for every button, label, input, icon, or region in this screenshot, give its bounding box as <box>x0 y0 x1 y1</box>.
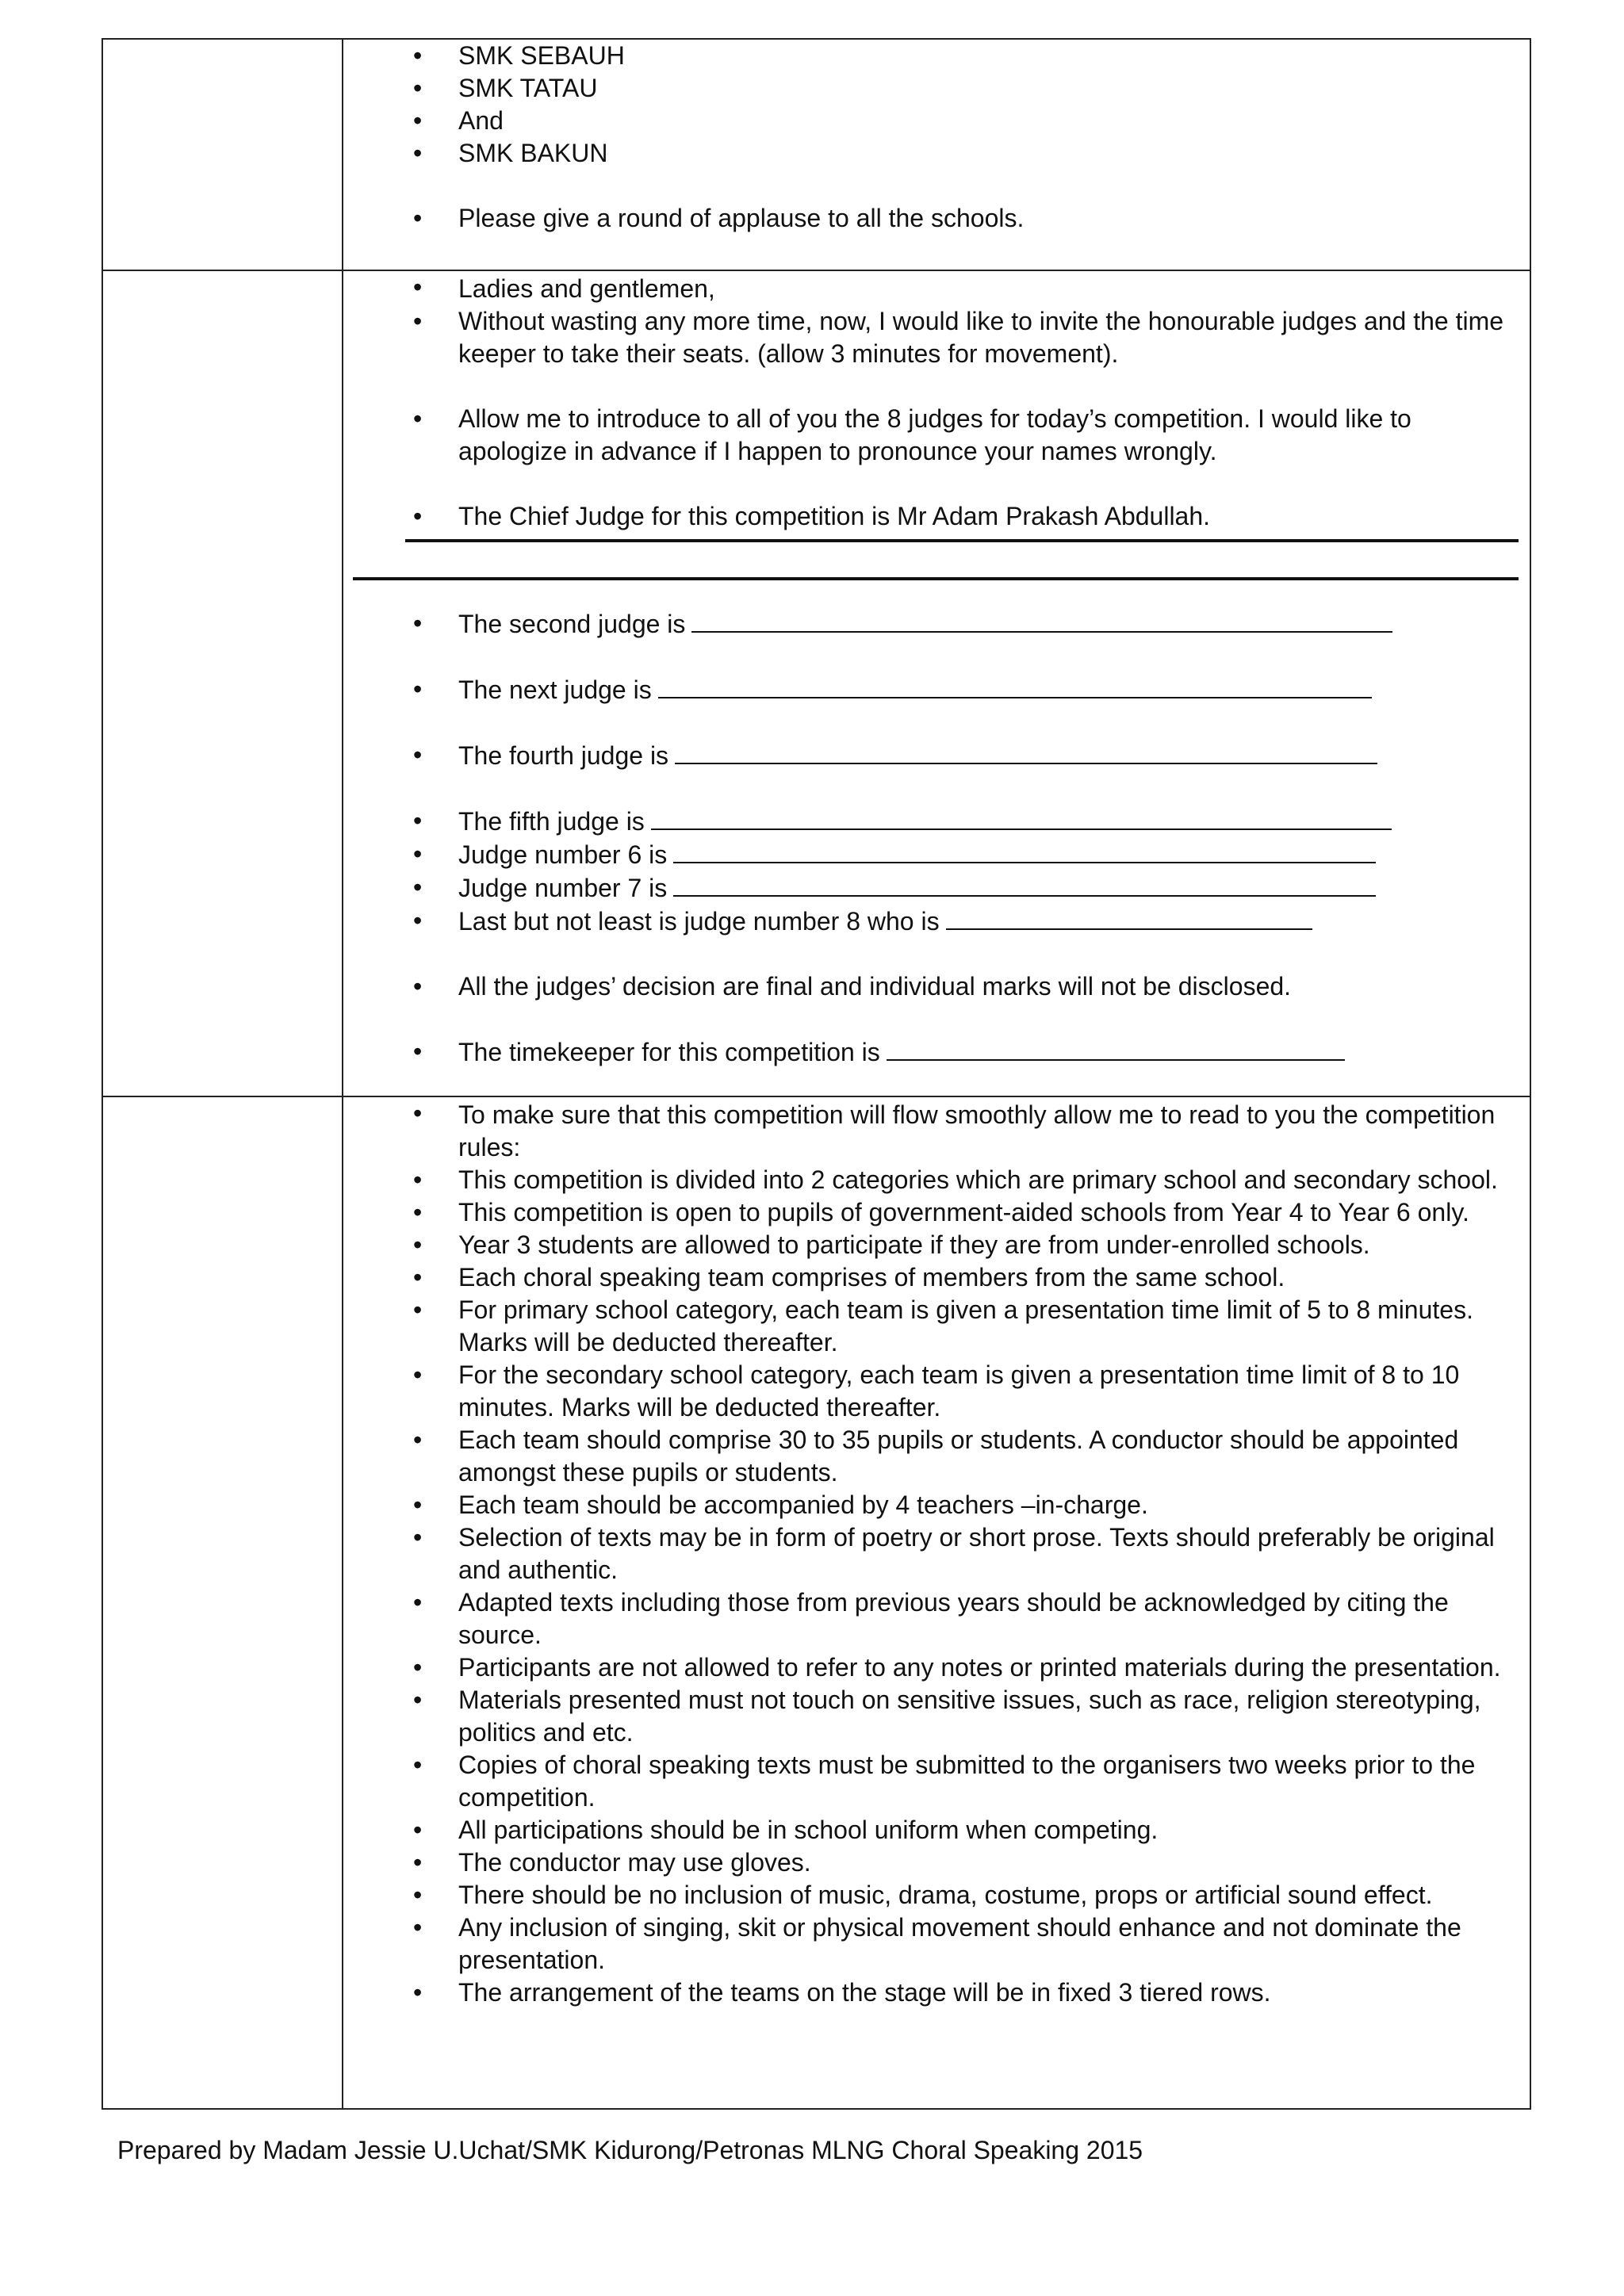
judge-label: Judge number 6 is <box>458 840 668 869</box>
blank-line <box>675 739 1377 764</box>
judge-label: Judge number 7 is <box>458 874 668 902</box>
list-item: • Ladies and gentlemen, <box>343 271 1514 305</box>
judge-label: The fifth judge is <box>458 807 645 836</box>
list-item: • Each team should comprise 30 to 35 pupils or students. A conductor should be appointed amongst these pupils or students. <box>343 1424 1514 1489</box>
script-table <box>102 38 1531 2110</box>
list-item: • Please give a round of applause to all the schools. <box>343 202 1514 235</box>
list-item: • This competition is divided into 2 categories which are primary school and secondary school. <box>343 1164 1514 1196</box>
left-cell <box>102 270 343 1096</box>
list-item: • Participants are not allowed to refer to any notes or printed materials during the presentation. <box>343 1651 1514 1684</box>
list-item: • Selection of texts may be in form of poetry or short prose. Texts should preferably be original and authentic. <box>343 1521 1514 1586</box>
list-item <box>343 838 1514 871</box>
left-cell <box>102 39 343 270</box>
list-item: • SMK TATAU <box>343 72 1514 105</box>
list-item: • To make sure that this competition will flow smoothly allow me to read to you the competition rules: <box>343 1097 1514 1164</box>
right-cell <box>343 39 1530 270</box>
judge-label: The next judge is <box>458 675 652 704</box>
timekeeper-label: The timekeeper for this competition is <box>458 1038 880 1066</box>
list-item <box>343 673 1514 706</box>
list-item: • Each choral speaking team comprises of members from the same school. <box>343 1261 1514 1294</box>
list-item: • There should be no inclusion of music, drama, costume, props or artificial sound effect. <box>343 1879 1514 1911</box>
list-item: • The Chief Judge for this competition is Mr Adam Prakash Abdullah. <box>343 500 1514 533</box>
list-item: • And <box>343 105 1514 137</box>
judges-intro-list <box>343 271 1514 533</box>
blank-line <box>946 905 1312 930</box>
list-item: • Materials presented must not touch on sensitive issues, such as race, religion stereotyping, politics and etc. <box>343 1684 1514 1749</box>
list-item: • For primary school category, each team is given a presentation time limit of 5 to 8 minutes. Marks will be deducted thereafter. <box>343 1294 1514 1359</box>
divider-line <box>405 539 1519 542</box>
judge-label: The fourth judge is <box>458 741 669 770</box>
list-item <box>343 739 1514 772</box>
list-item: • The arrangement of the teams on the stage will be in fixed 3 tiered rows. <box>343 1976 1514 2009</box>
blank-line <box>691 607 1392 633</box>
list-item: • Allow me to introduce to all of you the 8 judges for today’s competition. I would like to apologize in advance if I happen to pronounce your names wrongly. <box>343 403 1514 468</box>
list-item <box>343 871 1514 905</box>
list-item: • SMK BAKUN <box>343 137 1514 170</box>
list-item: • Year 3 students are allowed to participate if they are from under-enrolled schools. <box>343 1229 1514 1261</box>
list-item: • Each team should be accompanied by 4 teachers –in-charge. <box>343 1489 1514 1521</box>
blank-line <box>658 673 1372 698</box>
blank-line <box>673 871 1376 897</box>
judge-label: The second judge is <box>458 610 686 638</box>
right-cell <box>343 270 1530 1096</box>
judges-list <box>343 607 1514 1069</box>
list-item <box>343 607 1514 641</box>
list-item: • SMK SEBAUH <box>343 40 1514 72</box>
right-cell <box>343 1096 1530 2109</box>
school-list <box>343 40 1514 235</box>
list-item: • Any inclusion of singing, skit or physical movement should enhance and not dominate the presentation. <box>343 1911 1514 1976</box>
blank-line <box>673 838 1376 863</box>
left-cell <box>102 1096 343 2109</box>
list-item: • All the judges’ decision are final and individual marks will not be disclosed. <box>343 970 1514 1003</box>
table-row <box>102 1096 1530 2109</box>
table-row <box>102 270 1530 1096</box>
list-item: • Without wasting any more time, now, I would like to invite the honourable judges and the time keeper to take their seats. (allow 3 minutes for movement). <box>343 305 1514 370</box>
rules-list <box>343 1097 1514 2009</box>
list-item: • Copies of choral speaking texts must be submitted to the organisers two weeks prior to the competition. <box>343 1749 1514 1814</box>
list-item: • Adapted texts including those from previous years should be acknowledged by citing the source. <box>343 1586 1514 1651</box>
list-item: • This competition is open to pupils of government-aided schools from Year 4 to Year 6 only. <box>343 1196 1514 1229</box>
page-footer: Prepared by Madam Jessie U.Uchat/SMK Kidurong/Petronas MLNG Choral Speaking 2015 <box>117 2136 1143 2164</box>
blank-line <box>887 1035 1345 1061</box>
table-row <box>102 39 1530 270</box>
list-item: • For the secondary school category, each team is given a presentation time limit of 8 to 10 minutes. Marks will be deducted thereafter. <box>343 1359 1514 1424</box>
list-item <box>343 905 1514 938</box>
list-item: • All participations should be in school uniform when competing. <box>343 1814 1514 1846</box>
list-item: • The conductor may use gloves. <box>343 1846 1514 1879</box>
blank-line <box>651 805 1392 830</box>
divider-line <box>353 577 1519 580</box>
list-item <box>343 1035 1514 1069</box>
judge-label: Last but not least is judge number 8 who is <box>458 907 940 936</box>
list-item <box>343 805 1514 838</box>
